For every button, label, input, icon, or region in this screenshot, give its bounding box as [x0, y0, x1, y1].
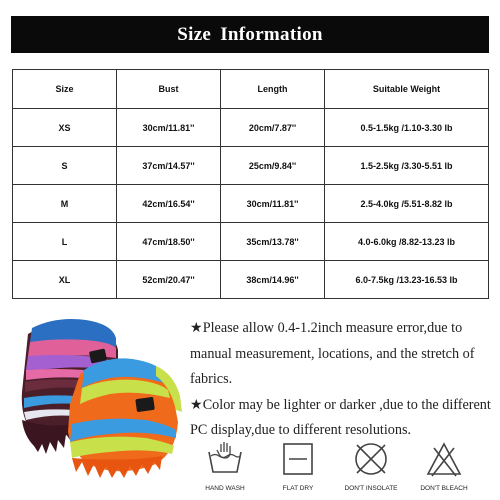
dont-insolate-icon [351, 440, 391, 478]
column-header-weight: Suitable Weight [325, 70, 489, 109]
page-title: Size Information [177, 23, 323, 45]
weight-cell: 0.5-1.5kg /1.10-3.30 lb [325, 109, 489, 147]
bust-cell: 37cm/14.57'' [117, 147, 221, 185]
size-cell: S [13, 147, 117, 185]
length-cell: 35cm/13.78'' [221, 223, 325, 261]
product-image [6, 312, 186, 480]
length-cell: 38cm/14.96'' [221, 261, 325, 299]
care-label-dont-insolate: DON'T INSOLATE [344, 485, 398, 492]
length-cell: 30cm/11.81'' [221, 185, 325, 223]
hand-wash-icon [205, 440, 245, 478]
size-cell: XS [13, 109, 117, 147]
weight-cell: 1.5-2.5kg /3.30-5.51 lb [325, 147, 489, 185]
size-cell: XL [13, 261, 117, 299]
care-item-dont-insolate [336, 440, 406, 492]
size-information-header [11, 16, 489, 53]
column-header-size: Size [13, 70, 117, 109]
flat-dry-icon [278, 440, 318, 478]
column-header-bust: Bust [117, 70, 221, 109]
measure-error-note: ★Please allow 0.4-1.2inch measure error,due to manual measurement, locations, and the stretch of fabrics. [190, 320, 475, 387]
care-item-flat-dry [263, 440, 333, 492]
bust-cell: 52cm/20.47'' [117, 261, 221, 299]
bust-cell: 47cm/18.50'' [117, 223, 221, 261]
care-instructions [190, 440, 490, 498]
length-cell: 20cm/7.87'' [221, 109, 325, 147]
care-label-hand-wash: HAND WASH [205, 485, 245, 492]
table-row [13, 261, 489, 299]
size-cell: M [13, 185, 117, 223]
bust-cell: 30cm/11.81'' [117, 109, 221, 147]
weight-cell: 2.5-4.0kg /5.51-8.82 lb [325, 185, 489, 223]
table-row [13, 147, 489, 185]
care-label-dont-bleach: DON'T BLEACH [420, 485, 468, 492]
bust-cell: 42cm/16.54'' [117, 185, 221, 223]
weight-cell: 4.0-6.0kg /8.82-13.23 lb [325, 223, 489, 261]
table-header-row [13, 70, 489, 109]
column-header-length: Length [221, 70, 325, 109]
front-sweater [68, 358, 182, 478]
product-notes [190, 316, 495, 444]
color-variance-note: ★Color may be lighter or darker ,due to the different PC display,due to different resolutions. [190, 396, 491, 438]
care-item-dont-bleach [409, 440, 479, 492]
care-item-hand-wash [190, 440, 260, 492]
length-cell: 25cm/9.84'' [221, 147, 325, 185]
size-chart-table [12, 69, 489, 299]
sweater-illustration [6, 312, 186, 480]
size-cell: L [13, 223, 117, 261]
table-row [13, 109, 489, 147]
table-row [13, 185, 489, 223]
table-row [13, 223, 489, 261]
dont-bleach-icon [424, 440, 464, 478]
care-label-flat-dry: FLAT DRY [282, 485, 314, 492]
weight-cell: 6.0-7.5kg /13.23-16.53 lb [325, 261, 489, 299]
